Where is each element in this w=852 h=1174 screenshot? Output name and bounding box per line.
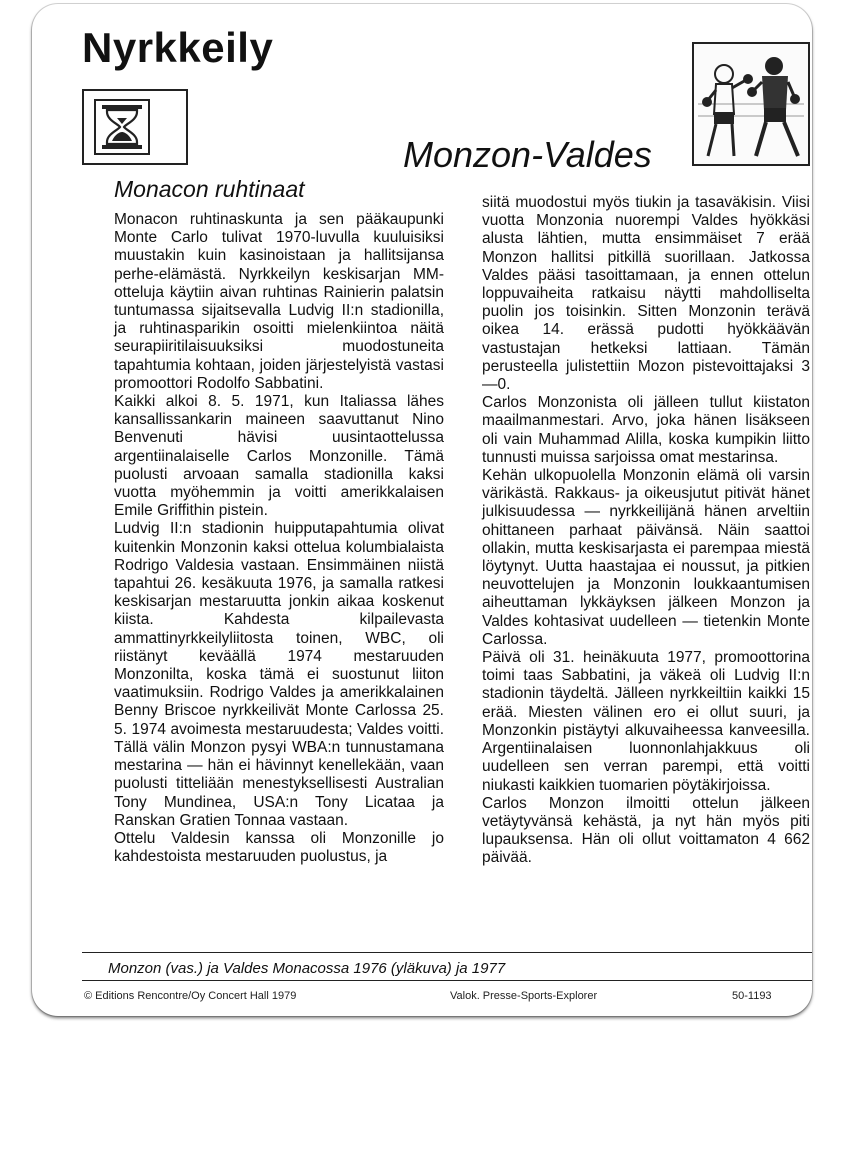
paragraph: siitä muodostui myös tiukin ja tasaväkisin. Viisi vuotta Monzonia nuorempi Valdes hyökkäsi alusta lähtien, mutta ensimmäiset 7 erää Monzon hallitsi pitkillä suorillaan. Jatkossa Valdes pääsi tasoittamaan, ja ennen ottelun loppuvaiheita ratkaisu näytti mahdolliselta puolin jos toisinkin. Sitten Monzonin terävä oikea 14. erässä pudotti hyökkäävän vastustajan hetkeksi lattiaan. Tämän perusteella julistettiin Mozon pistevoittajaksi 3—0. <box>482 194 810 394</box>
category-emblem <box>82 89 188 165</box>
article-headline: Monzon-Valdes <box>403 134 652 175</box>
paragraph: Carlos Monzon ilmoitti ottelun jälkeen vetäytyvänsä kehästä, ja nyt hän myös piti lupauksensa. Hän oli ollut voittamaton 4 662 päivää. <box>482 794 810 867</box>
article-column-right <box>482 194 810 868</box>
photo-credit: Valok. Presse-Sports-Explorer <box>450 990 598 1002</box>
card-number: 50-1193 <box>732 990 772 1002</box>
paragraph: Monacon ruhtinaskunta ja sen pääkaupunki Monte Carlo tulivat 1970-luvulla kuuluisiksi muustakin kuin kasinoistaan ja hallitsijansa perhe-elämästä. Nyrkkeilyn keskisarjan MM-otteluja käytiin aivan ruhtinas Rainierin palatsin tuntumassa sijaitsevalla Ludvig II:n stadionilla, ja ruhtinasparikin osoitti mielenkiintoa näitä seurapiiritilaisuuksiksi muodostuneita tapahtumia kohtaan, joiden järjestelyistä vastasi promoottori Rodolfo Sabbatini. <box>114 211 444 392</box>
hourglass-icon <box>94 99 150 155</box>
paragraph: Carlos Monzonista oli jälleen tullut kiistaton maailmanmestari. Arvo, joka hänen lisäkseen oli vain Muhammad Alilla, koska kumpikin liitto tunnusti muissa sarjoissa omat mestarinsa. <box>482 394 810 466</box>
article-column-left <box>114 211 444 866</box>
divider <box>82 980 812 981</box>
boxers-illustration <box>692 42 810 166</box>
copyright-text: © Editions Rencontre/Oy Concert Hall 1979 <box>84 990 297 1002</box>
divider <box>82 952 812 953</box>
article-subhead: Monacon ruhtinaat <box>114 176 305 202</box>
sport-title: Nyrkkeily <box>82 24 274 71</box>
paragraph: Ludvig II:n stadionin huipputapahtumia olivat kuitenkin Monzonin kaksi ottelua kolumbialaista Rodrigo Valdesia vastaan. Ensimmäinen niistä tapahtui 26. kesäkuuta 1976, ja samalla ratkesi keskisarjan mestaruutta jonkin aikaa koskenut kiista. Kahdesta kilpailevasta ammattinyrkkeilyliitosta toinen, WBC, oli riistänyt keväällä 1974 mestaruuden Monzonilta, koska tämä ei suostunut liiton vaatimuksiin. Rodrigo Valdes ja amerikkalainen Benny Briscoe nyrkkeilivät Monte Carlossa 25. 5. 1974 avoimesta mestaruudesta; Valdes voitti. Tällä välin Monzon pysyi WBA:n tunnustamana mestarina — hän ei hävinnyt kenellekään, vaan puolusti titteliään menestyksellisesti Australian Tony Mundinea, USA:n Tony Licataa ja Ranskan Gratien Tonnaa vastaan. <box>114 520 444 829</box>
paragraph: Ottelu Valdesin kanssa oli Monzonille jo kahdestoista mestaruuden puolustus, ja <box>114 829 444 866</box>
paragraph: Kehän ulkopuolella Monzonin elämä oli varsin värikästä. Rakkaus- ja oikeusjutut pitivät hänet julkisuudessa — nyrkkeilijänä hänen arveltiin ohittaneen parhaat päivänsä. Näin saattoi ollakin, mutta keskisarjasta ei parempaa miestä löytynyt. Uutta haastajaa ei noussut, ja pitkien neuvottelujen ja Monzonin loukkaantumisen aiheuttaman lykkäyksen jälkeen Monzon ja Valdes kohtasivat uudelleen — tietenkin Monte Carlossa. <box>482 467 810 648</box>
paragraph: Kaikki alkoi 8. 5. 1971, kun Italiassa lähes kansallissankarin maineen saavuttanut Nino Benvenuti hävisi uusintaottelussa argentiinalaiselle Carlos Monzonille. Tämä puolusti arvoaan samalla stadionilla kaksi vuotta myöhemmin ja voitti amerikkalaisen Emile Griffithin pistein. <box>114 393 444 520</box>
sport-card <box>32 4 812 1016</box>
paragraph: Päivä oli 31. heinäkuuta 1977, promoottorina toimi taas Sabbatini, ja väkeä oli Ludvig II:n stadionin täydeltä. Jälleen nyrkkeiltiin kaikki 15 erää. Miesten välinen ero ei ollut suuri, ja Monzonkin pistäytyi alkuvaiheessa kanveesilla. Argentiinalaisen luonnonlahjakkuus oli uudelleen sen verran parempi, että voitti niukasti kaikkien tuomarien pöytäkirjoissa. <box>482 649 810 794</box>
photo-caption: Monzon (vas.) ja Valdes Monacossa 1976 (yläkuva) ja 1977 <box>108 960 506 977</box>
